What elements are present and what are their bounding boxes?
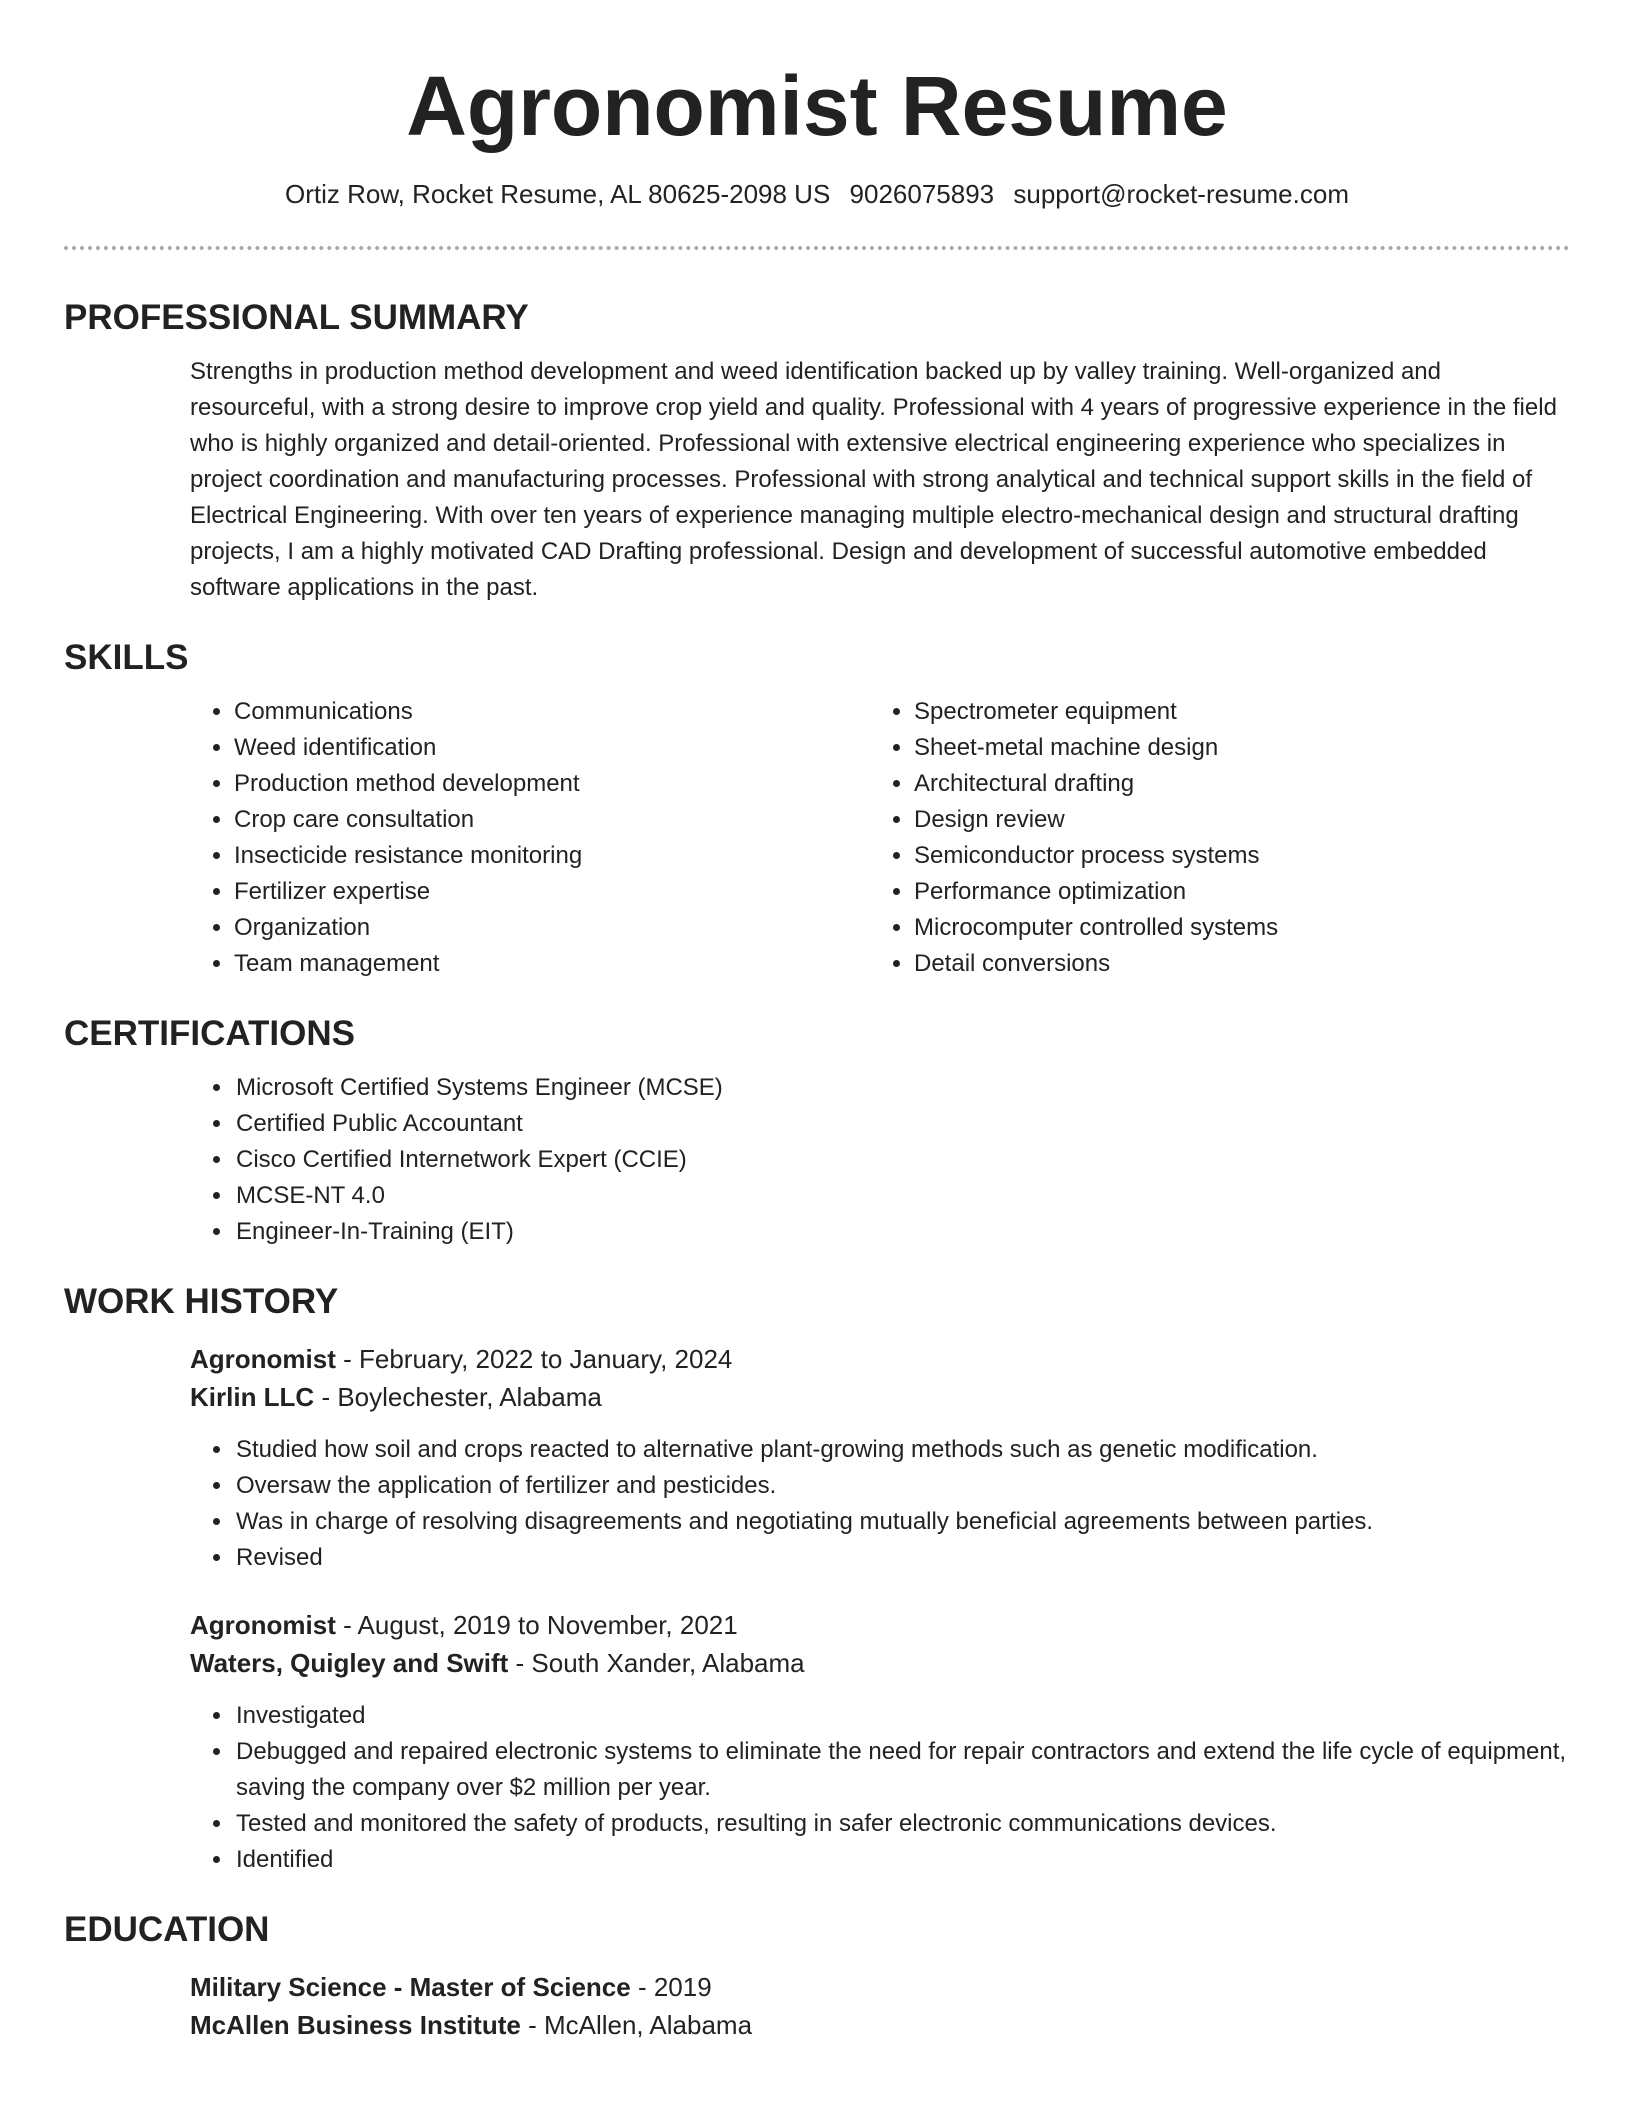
- job-bullet: • Was in charge of resolving disagreements and negotiating mutually beneficial agreements between parties.: [234, 1504, 1570, 1540]
- certifications-section: [64, 1012, 1570, 1250]
- skills-list-right: [744, 694, 1278, 982]
- skill-item: • Detail conversions: [914, 946, 1278, 982]
- certification-item: • Microsoft Certified Systems Engineer (MCSE): [234, 1070, 1570, 1106]
- skills-heading: SKILLS: [64, 638, 189, 677]
- job-bullet: • Oversaw the application of fertilizer and pesticides.: [234, 1468, 1570, 1504]
- certification-item: • MCSE-NT 4.0: [234, 1178, 1570, 1214]
- job-bullet: • Investigated: [234, 1698, 1570, 1734]
- skills-list-left: [64, 694, 744, 982]
- skill-item: • Crop care consultation: [234, 802, 744, 838]
- education-location: - McAllen, Alabama: [520, 2010, 753, 2040]
- skill-item: • Spectrometer equipment: [914, 694, 1278, 730]
- contact-phone: 9026075893: [849, 179, 995, 209]
- job-bullet: • Debugged and repaired electronic systems to eliminate the need for repair contractors and extend the life cycle of equipment, saving the company over $2 million per year.: [234, 1734, 1570, 1806]
- job-company: Kirlin LLC: [190, 1382, 315, 1412]
- job-company-line: [190, 1644, 1570, 1682]
- education-year: - 2019: [630, 1972, 712, 2002]
- resume-title: Agronomist Resume: [406, 59, 1228, 153]
- job-location: - Boylechester, Alabama: [314, 1382, 602, 1412]
- summary-body: [64, 354, 1570, 606]
- summary-heading: PROFESSIONAL SUMMARY: [64, 298, 529, 337]
- skill-item: • Weed identification: [234, 730, 744, 766]
- summary-text: Strengths in production method development and weed identification backed up by valley training. Well-organized and resourceful, with a strong desire to improve crop yield and quality. Professional with 4 years of progressive experience in the field who is highly organized and detail-oriented. Professional with extensive electrical engineering experience who specializes in project coordination and manufacturing processes. Professional with strong analytical and technical support skills in the field of Electrical Engineering. With over ten years of experience managing multiple electro-mechanical design and structural drafting projects, I am a highly motivated CAD Drafting professional. Design and development of successful automotive embedded software applications in the past.: [190, 358, 1557, 601]
- header-divider: [64, 246, 1570, 250]
- job-title: Agronomist: [190, 1610, 336, 1640]
- job-bullet: • Revised: [234, 1540, 1570, 1576]
- work-heading: WORK HISTORY: [64, 1282, 339, 1321]
- education-school: McAllen Business Institute: [190, 2010, 521, 2040]
- education-school-line: [190, 2006, 1570, 2044]
- job-entry: [64, 1340, 1570, 1576]
- resume-page: [64, 0, 1570, 2044]
- job-title: Agronomist: [190, 1344, 336, 1374]
- summary-section: [64, 296, 1570, 606]
- job-bullet: • Tested and monitored the safety of products, resulting in safer electronic communications devices.: [234, 1806, 1570, 1842]
- job-bullets: [64, 1698, 1570, 1878]
- skill-item: • Team management: [234, 946, 744, 982]
- skill-item: • Performance optimization: [914, 874, 1278, 910]
- skill-item: • Architectural drafting: [914, 766, 1278, 802]
- education-heading: EDUCATION: [64, 1910, 270, 1949]
- certification-item: • Cisco Certified Internetwork Expert (CCIE): [234, 1142, 1570, 1178]
- education-section: [64, 1908, 1570, 2044]
- education-entry: [64, 1968, 1570, 2044]
- skill-item: • Organization: [234, 910, 744, 946]
- skills-section: [64, 636, 1570, 982]
- job-entry: [64, 1606, 1570, 1878]
- contact-address: Ortiz Row, Rocket Resume, AL 80625-2098 US: [284, 179, 831, 209]
- job-company-line: [190, 1378, 1570, 1416]
- education-degree-line: [190, 1968, 1570, 2006]
- certifications-heading: CERTIFICATIONS: [64, 1014, 356, 1053]
- contact-email: support@rocket-resume.com: [1013, 179, 1349, 209]
- skill-item: • Semiconductor process systems: [914, 838, 1278, 874]
- certifications-list: [64, 1070, 1570, 1250]
- job-title-line: [190, 1340, 1570, 1378]
- certification-item: • Certified Public Accountant: [234, 1106, 1570, 1142]
- skill-item: • Insecticide resistance monitoring: [234, 838, 744, 874]
- skill-item: • Microcomputer controlled systems: [914, 910, 1278, 946]
- job-location: - South Xander, Alabama: [508, 1648, 805, 1678]
- skill-item: • Production method development: [234, 766, 744, 802]
- job-dates: - August, 2019 to November, 2021: [335, 1610, 738, 1640]
- contact-line: [64, 176, 1570, 212]
- skill-item: • Sheet-metal machine design: [914, 730, 1278, 766]
- job-company: Waters, Quigley and Swift: [190, 1648, 509, 1678]
- job-bullets: [64, 1432, 1570, 1576]
- skill-item: • Fertilizer expertise: [234, 874, 744, 910]
- job-bullet: • Studied how soil and crops reacted to alternative plant-growing methods such as genetic modification.: [234, 1432, 1570, 1468]
- education-degree: Military Science - Master of Science: [190, 1972, 631, 2002]
- job-dates: - February, 2022 to January, 2024: [335, 1344, 733, 1374]
- job-title-line: [190, 1606, 1570, 1644]
- skill-item: • Communications: [234, 694, 744, 730]
- certification-item: • Engineer-In-Training (EIT): [234, 1214, 1570, 1250]
- job-bullet: • Identified: [234, 1842, 1570, 1878]
- skills-grid: [64, 694, 1570, 982]
- skill-item: • Design review: [914, 802, 1278, 838]
- work-section: [64, 1280, 1570, 1878]
